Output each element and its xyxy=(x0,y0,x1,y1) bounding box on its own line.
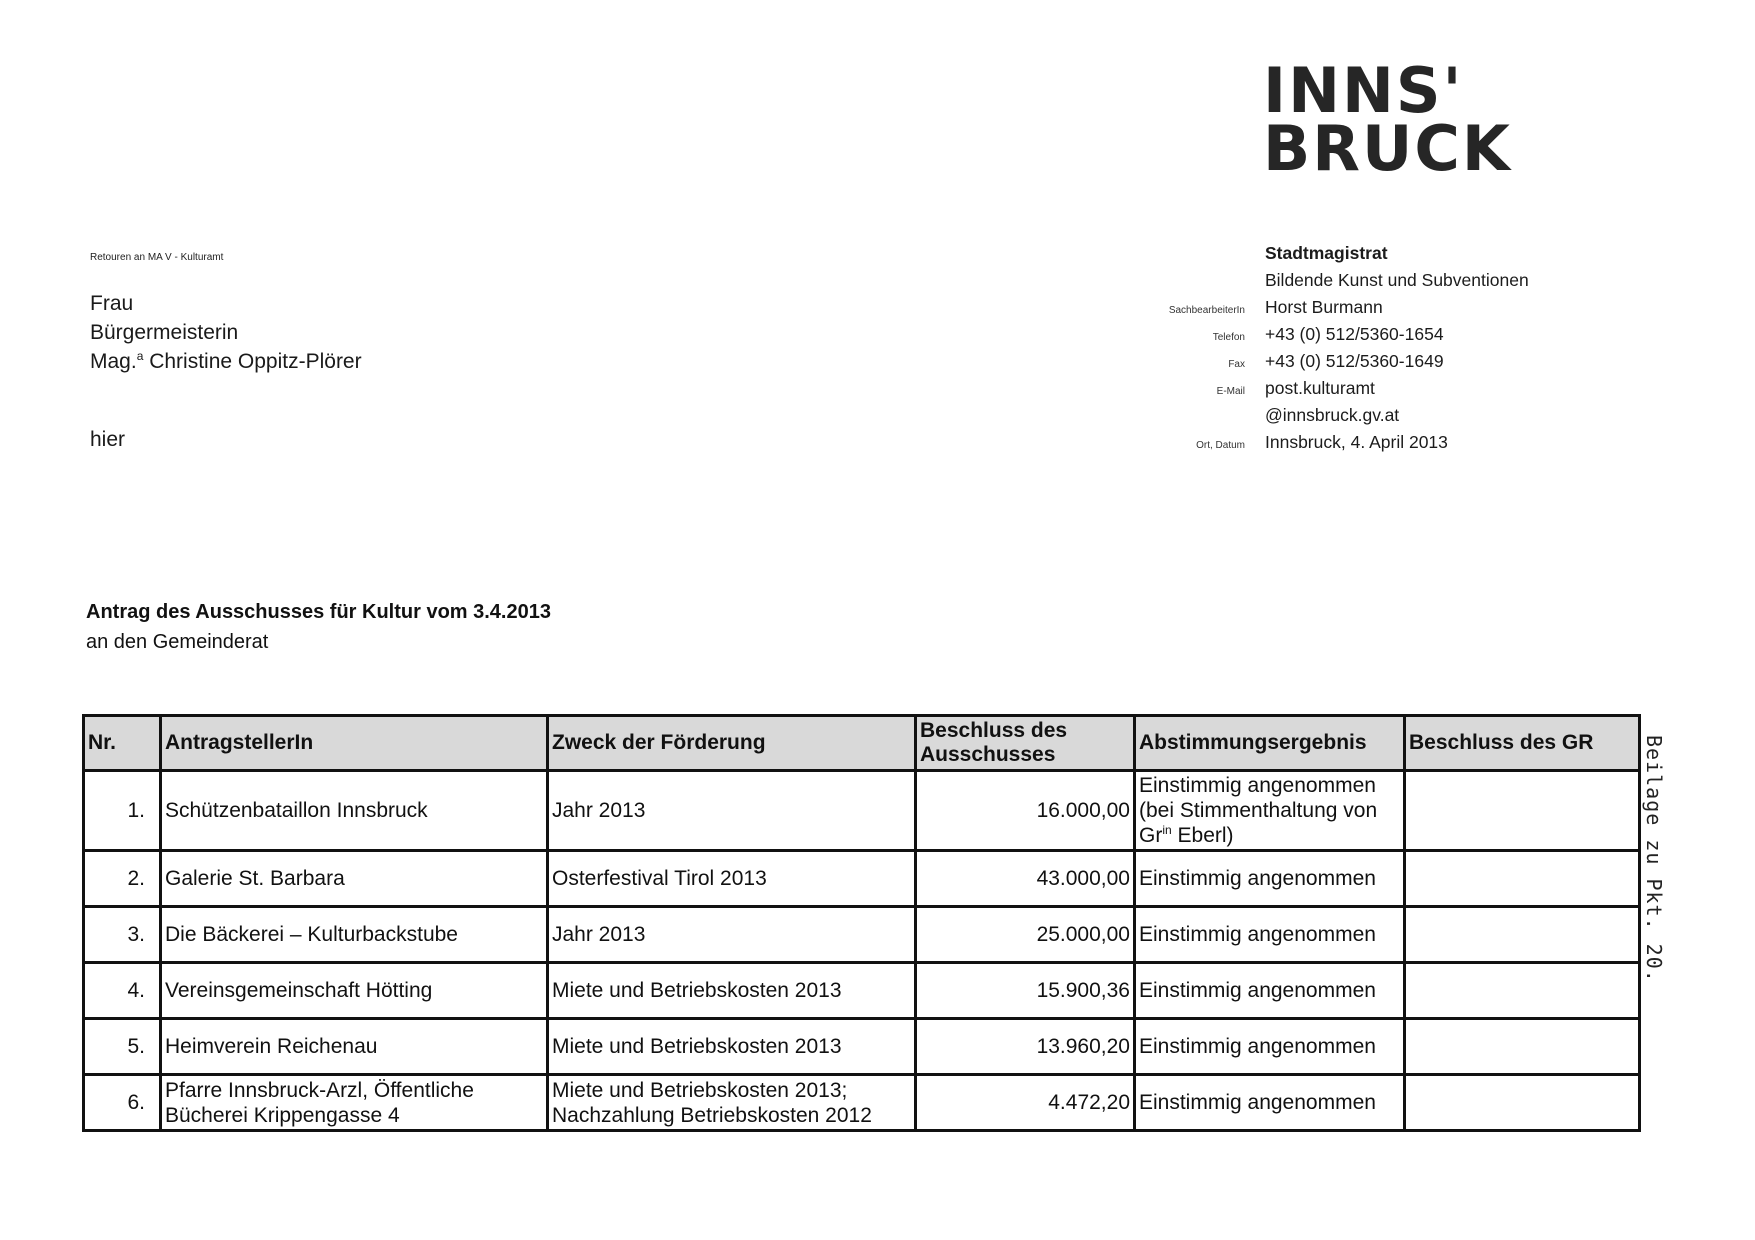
clerk-value: Horst Burmann xyxy=(1265,297,1383,317)
cell-amount: 16.000,00 xyxy=(916,771,1135,851)
email-label: E-Mail xyxy=(1216,386,1245,397)
header-decision-committee: Beschluss des Ausschusses xyxy=(916,716,1135,771)
cell-amount: 25.000,00 xyxy=(916,907,1135,963)
cell-purpose: Jahr 2013 xyxy=(548,907,916,963)
cell-gr-decision xyxy=(1405,907,1640,963)
cell-purpose: Miete und Betriebskosten 2013; Nachzahlung Betriebskosten 2012 xyxy=(548,1075,916,1131)
sender-office-row xyxy=(1030,243,1529,270)
cell-applicant: Vereinsgemeinschaft Hötting xyxy=(161,963,548,1019)
cell-gr-decision xyxy=(1405,1075,1640,1131)
cell-applicant: Schützenbataillon Innsbruck xyxy=(161,771,548,851)
header-purpose: Zweck der Förderung xyxy=(548,716,916,771)
cell-amount: 43.000,00 xyxy=(916,851,1135,907)
city-logo xyxy=(1263,54,1523,185)
return-address: Retouren an MA V - Kulturamt xyxy=(90,252,224,263)
header-vote: Abstimmungsergebnis xyxy=(1135,716,1405,771)
grants-table xyxy=(82,714,1641,1132)
recipient-salutation: Frau xyxy=(90,292,134,315)
cell-nr: 3. xyxy=(84,907,161,963)
date-label: Ort, Datum xyxy=(1196,440,1245,451)
cell-vote: Einstimmig angenommen (bei Stimmenthaltung von $Gr^{in}$ Eberl) xyxy=(1135,771,1405,851)
cell-nr: 5. xyxy=(84,1019,161,1075)
cell-applicant: Heimverein Reichenau xyxy=(161,1019,548,1075)
cell-gr-decision xyxy=(1405,963,1640,1019)
cell-gr-decision xyxy=(1405,1019,1640,1075)
cell-gr-decision xyxy=(1405,771,1640,851)
header-nr: Nr. xyxy=(84,716,161,771)
logo-line-1: INNS' xyxy=(1263,54,1464,127)
cell-gr-decision xyxy=(1405,851,1640,907)
fax-value: +43 (0) 512/5360-1649 xyxy=(1265,351,1444,371)
cell-vote: Einstimmig angenommen xyxy=(1135,1019,1405,1075)
table-row xyxy=(84,851,1640,907)
recipient-block xyxy=(90,289,362,376)
cell-vote: Einstimmig angenommen xyxy=(1135,1075,1405,1131)
header-applicant: AntragstellerIn xyxy=(161,716,548,771)
cell-applicant: Galerie St. Barbara xyxy=(161,851,548,907)
table-row xyxy=(84,1075,1640,1131)
sender-row-email xyxy=(1030,378,1529,405)
cell-applicant: Die Bäckerei – Kulturbackstube xyxy=(161,907,548,963)
cell-nr: 1. xyxy=(84,771,161,851)
cell-vote: Einstimmig angenommen xyxy=(1135,907,1405,963)
sender-row-fax xyxy=(1030,351,1529,378)
sender-row-phone xyxy=(1030,324,1529,351)
cell-vote: Einstimmig angenommen xyxy=(1135,963,1405,1019)
cell-purpose: Miete und Betriebskosten 2013 xyxy=(548,963,916,1019)
fax-label: Fax xyxy=(1228,359,1245,370)
recipient-hier: hier xyxy=(90,428,126,451)
sender-row-email-cont xyxy=(1030,405,1529,432)
attachment-note: Beilage zu Pkt. 20. xyxy=(1642,735,1666,983)
cell-nr: 6. xyxy=(84,1075,161,1131)
clerk-label: SachbearbeiterIn xyxy=(1168,305,1245,316)
table-row xyxy=(84,907,1640,963)
cell-vote: Einstimmig angenommen xyxy=(1135,851,1405,907)
cell-purpose: Jahr 2013 xyxy=(548,771,916,851)
sender-department: Bildende Kunst und Subventionen xyxy=(1265,270,1529,290)
email-value-part1: post.kulturamt xyxy=(1265,378,1375,398)
cell-purpose: Miete und Betriebskosten 2013 xyxy=(548,1019,916,1075)
sender-row-date xyxy=(1030,432,1529,459)
phone-label: Telefon xyxy=(1212,332,1245,343)
document-title: Antrag des Ausschusses für Kultur vom 3.4.2013 xyxy=(86,601,551,623)
table-header-row xyxy=(84,716,1640,771)
cell-amount: 13.960,20 xyxy=(916,1019,1135,1075)
phone-value: +43 (0) 512/5360-1654 xyxy=(1265,324,1444,344)
cell-nr: 2. xyxy=(84,851,161,907)
table-row xyxy=(84,771,1640,851)
cell-amount: 15.900,36 xyxy=(916,963,1135,1019)
recipient-role: Bürgermeisterin xyxy=(90,321,239,344)
sender-department-row xyxy=(1030,270,1529,297)
logo-line-2: BRUCK xyxy=(1263,112,1512,185)
email-value-part2: @innsbruck.gv.at xyxy=(1265,405,1400,425)
table-row xyxy=(84,963,1640,1019)
date-value: Innsbruck, 4. April 2013 xyxy=(1265,432,1448,452)
sender-info xyxy=(1030,243,1529,459)
cell-amount: 4.472,20 xyxy=(916,1075,1135,1131)
header-decision-gr: Beschluss des GR xyxy=(1405,716,1640,771)
document-subtitle: an den Gemeinderat xyxy=(86,631,269,653)
sender-office: Stadtmagistrat xyxy=(1265,243,1388,263)
table-row xyxy=(84,1019,1640,1075)
cell-purpose: Osterfestival Tirol 2013 xyxy=(548,851,916,907)
recipient-name: Mag.$^a$ Christine Oppitz-Plörer xyxy=(90,349,362,373)
cell-applicant: Pfarre Innsbruck-Arzl, Öffentliche Bücherei Krippengasse 4 xyxy=(161,1075,548,1131)
sender-row-clerk xyxy=(1030,297,1529,324)
cell-nr: 4. xyxy=(84,963,161,1019)
